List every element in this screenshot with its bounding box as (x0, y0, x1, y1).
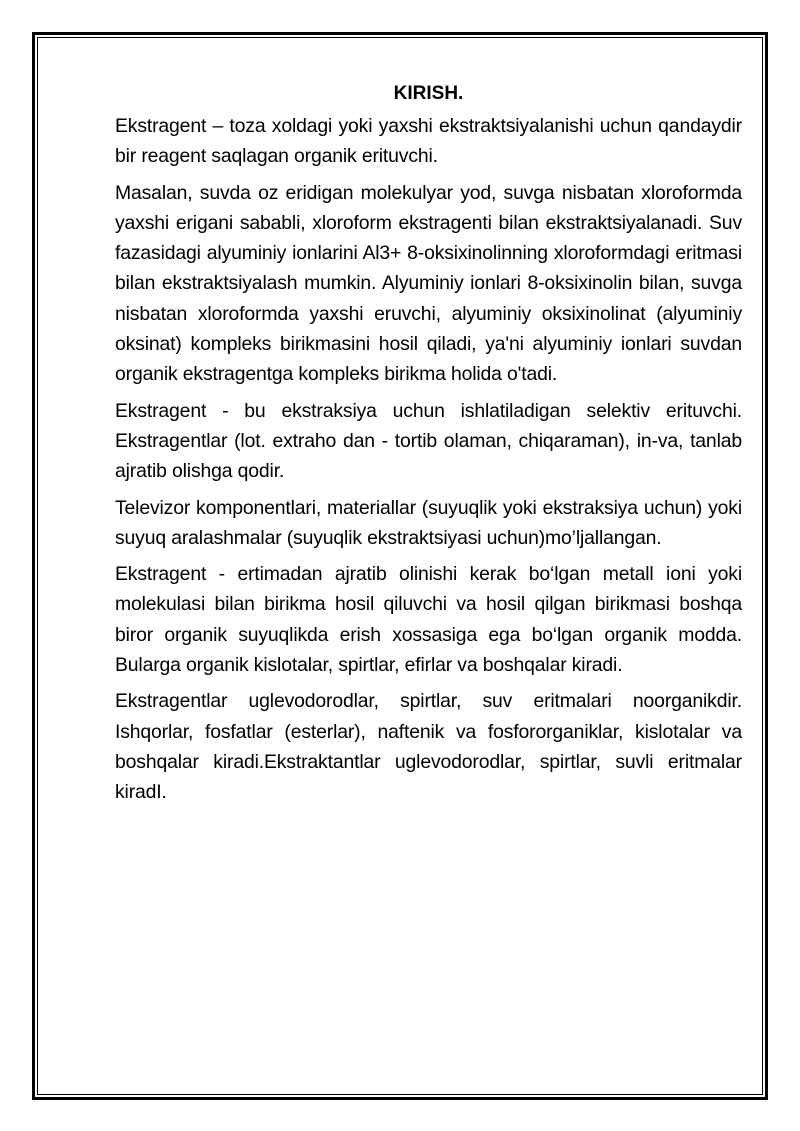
document-body (115, 80, 742, 814)
paragraph-3: Ekstragent - bu ekstraksiya uchun ishlatiladigan selektiv erituvchi. Ekstragentlar (lot. extraho dan - tortib olaman, chiqaraman), in-va, tanlab ajratib olishga qodir. (115, 399, 742, 483)
paragraph-6: Ekstragentlar uglevodorodlar, spirtlar, suv eritmalari noorganikdir. Ishqorlar, fosfatlar (esterlar), naftenik va fosfororganiklar, kislotalar va boshqalar kiradi.Ekstraktantlar uglevodorodlar, spirtlar, suvli eritmalar kiradI. (115, 690, 742, 804)
paragraph-2: Masalan, suvda oz eridigan molekulyar yod, suvga nisbatan xloroformda yaxshi erigani sababli, xloroform ekstragenti bilan ekstraktsiyalanadi. Suv fazasidagi alyuminiy ionlarini Al3+ 8-oksixinolinning xloroformdagi eritmasi bilan ekstraktsiyalash mumkin. Alyuminiy ionlari 8-oksixinolin bilan, suvga nisbatan xloroformda yaxshi eruvchi, alyuminiy oksixinolinat (alyuminiy oksinat) kompleks birikmasini hosil qiladi, ya'ni alyuminiy ionlari suvdan organik ekstragentga kompleks birikma holida o'tadi. (115, 181, 742, 386)
document-title: KIRISH. (393, 83, 464, 104)
paragraph-4: Televizor komponentlari, materiallar (suyuqlik yoki ekstraksiya uchun) yoki suyuq aralashmalar (suyuqlik ekstraktsiyasi uchun)mo’ljallangan. (115, 496, 742, 549)
paragraph-5: Ekstragent - ertimadan ajratib olinishi kerak bo‘lgan metall ioni yoki molekulasi bilan birikma hosil qiluvchi va hosil qilgan birikmasi boshqa biror organik suyuqlikda erish xossasiga ega bo‘lgan organik modda. Bularga organik kislotalar, spirtlar, efirlar va boshqalar kiradi. (115, 563, 742, 677)
paragraph-1: Ekstragent – toza xoldagi yoki yaxshi ekstraktsiyalanishi uchun qandaydir bir reagent saqlagan organik erituvchi. (115, 115, 742, 168)
